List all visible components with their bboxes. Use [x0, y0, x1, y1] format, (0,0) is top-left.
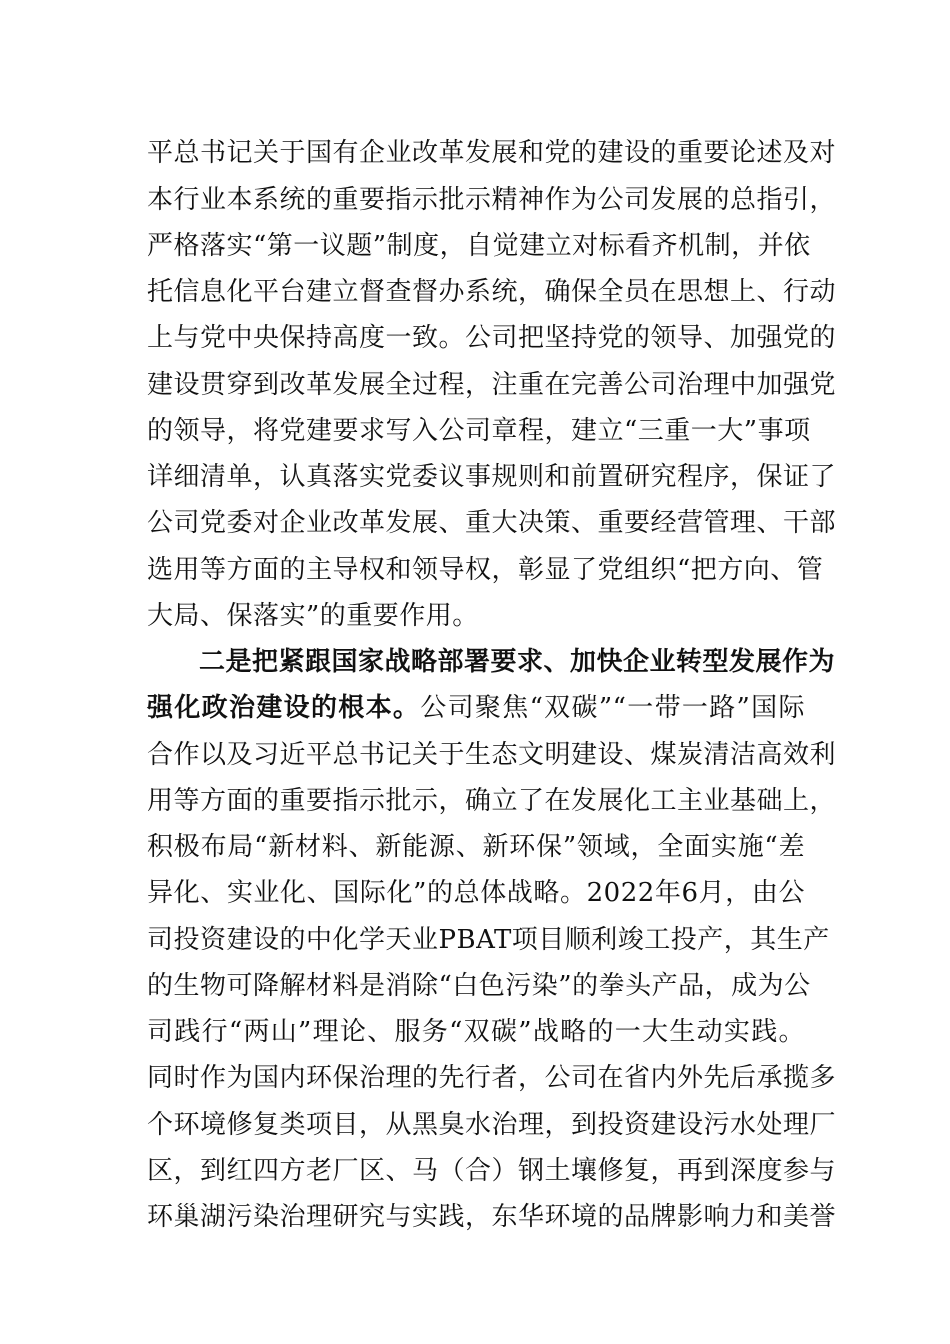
text-line: 详细清单，认真落实党委议事规则和前置研究程序，保证了 [147, 462, 837, 492]
text-line: 上与党中央保持高度一致。公司把坚持党的领导、加强党的 [147, 323, 837, 353]
text-line [147, 688, 805, 728]
text-line: 严格落实“第一议题”制度，自觉建立对标看齐机制，并依 [147, 231, 811, 261]
text-line: 的生物可降解材料是消除“白色污染”的拳头产品，成为公 [147, 971, 811, 1001]
text-line: 积极布局“新材料、新能源、新环保”领域，全面实施“差 [147, 832, 805, 862]
text-line: 公司党委对企业改革发展、重大决策、重要经营管理、干部 [147, 508, 837, 538]
paragraph-heading-end: 强化政治建设的根本。 [147, 693, 421, 723]
text-line: 大局、保落实”的重要作用。 [147, 601, 479, 631]
text-line: 司投资建设的中化学天业PBAT项目顺利竣工投产，其生产 [147, 925, 830, 955]
text-line: 选用等方面的主导权和领导权，彰显了党组织“把方向、管 [147, 555, 824, 585]
text-line: 托信息化平台建立督查督办系统，确保全员在思想上、行动 [147, 277, 837, 307]
text-line: 的领导，将党建要求写入公司章程，建立“三重一大”事项 [147, 416, 811, 446]
text-line: 同时作为国内环保治理的先行者，公司在省内外先后承揽多 [147, 1063, 837, 1093]
text-line: 司践行“两山”理论、服务“双碳”战略的一大生动实践。 [147, 1017, 805, 1047]
text-line: 建设贯穿到改革发展全过程，注重在完善公司治理中加强党 [147, 370, 837, 400]
text-line: 环巢湖污染治理研究与实践，东华环境的品牌影响力和美誉 [147, 1202, 837, 1232]
text-line: 平总书记关于国有企业改革发展和党的建设的重要论述及对 [147, 138, 837, 168]
text-line: 本行业本系统的重要指示批示精神作为公司发展的总指引， [147, 185, 837, 215]
text-line: 区，到红四方老厂区、马（合）钢土壤修复，再到深度参与 [147, 1156, 837, 1186]
text-line: 个环境修复类项目，从黑臭水治理，到投资建设污水处理厂 [147, 1110, 837, 1140]
text-line: 用等方面的重要指示批示，确立了在发展化工主业基础上， [147, 786, 837, 816]
paragraph-heading-line: 二是把紧跟国家战略部署要求、加快企业转型发展作为 [199, 647, 836, 677]
text-line: 合作以及习近平总书记关于生态文明建设、煤炭清洁高效利 [147, 740, 837, 770]
paragraph-text: 公司聚焦“双碳”“一带一路”国际 [420, 693, 805, 723]
text-line: 异化、实业化、国际化”的总体战略。2022年6月，由公 [147, 878, 805, 908]
